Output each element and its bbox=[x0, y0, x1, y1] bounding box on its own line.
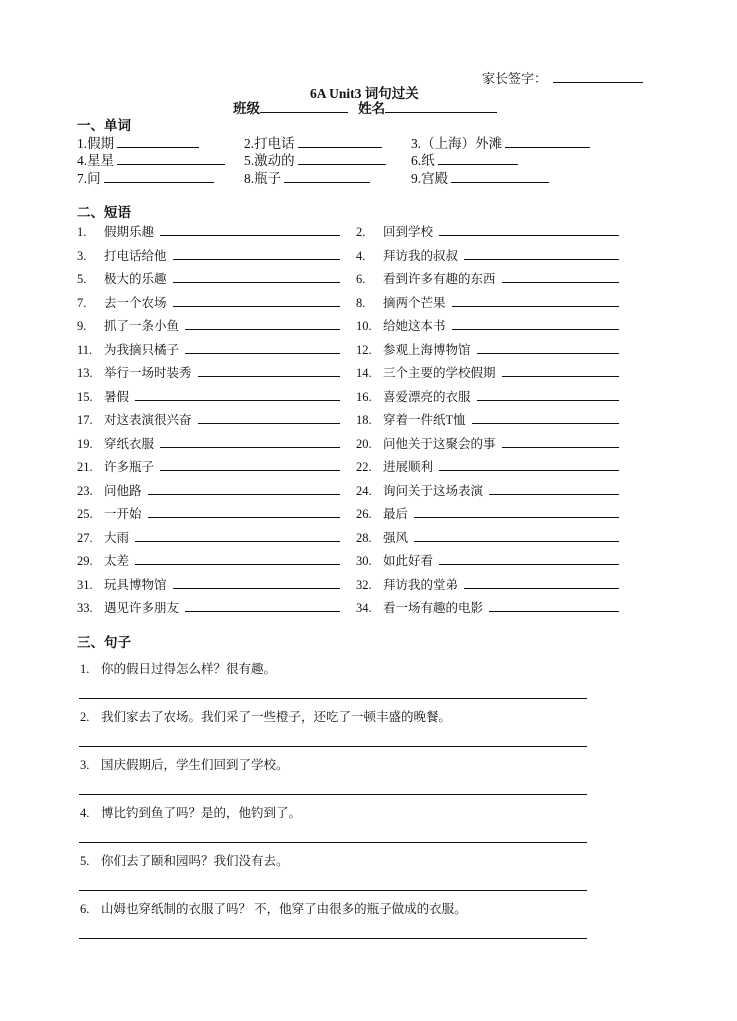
vocab-item bbox=[77, 149, 225, 169]
phrase-item bbox=[356, 410, 619, 428]
phrase-number: 20. bbox=[356, 436, 372, 451]
vocab-item bbox=[411, 149, 518, 169]
phrase-blank[interactable] bbox=[173, 576, 340, 589]
vocab-item bbox=[244, 167, 370, 187]
sentence-text: 博比钓到鱼了吗？是的，他钓到了。 bbox=[101, 806, 302, 820]
phrase-number: 13. bbox=[77, 366, 93, 380]
phrase-item bbox=[77, 434, 340, 452]
phrase-text: 参观上海博物馆 bbox=[383, 342, 471, 357]
sentence-number: 3. bbox=[80, 758, 90, 772]
phrase-number: 2. bbox=[356, 225, 366, 239]
phrase-blank[interactable] bbox=[452, 294, 619, 307]
phrase-number: 17. bbox=[77, 413, 93, 427]
phrase-blank[interactable] bbox=[135, 552, 340, 565]
phrase-text: 看到许多有趣的东西 bbox=[383, 272, 496, 286]
phrase-item bbox=[77, 457, 340, 475]
sentence-answer-line[interactable] bbox=[79, 842, 587, 843]
phrase-number: 4. bbox=[356, 248, 366, 263]
vocab-blank[interactable] bbox=[438, 152, 518, 165]
class-blank[interactable] bbox=[260, 100, 348, 113]
sentence-prompt bbox=[80, 755, 289, 773]
phrase-blank[interactable] bbox=[148, 505, 340, 518]
phrase-blank[interactable] bbox=[173, 294, 340, 307]
phrase-number: 11. bbox=[77, 342, 93, 357]
phrase-item bbox=[77, 575, 340, 593]
phrase-text: 太差 bbox=[104, 554, 130, 568]
phrase-item bbox=[356, 434, 619, 452]
phrase-text: 问他关于这聚会的事 bbox=[383, 436, 496, 451]
phrase-blank[interactable] bbox=[477, 388, 619, 401]
vocab-blank[interactable] bbox=[117, 152, 225, 165]
vocab-label: 7.问 bbox=[77, 171, 101, 186]
phrase-number: 27. bbox=[77, 530, 93, 545]
phrase-blank[interactable] bbox=[502, 435, 619, 448]
phrase-blank[interactable] bbox=[464, 576, 619, 589]
phrase-blank[interactable] bbox=[489, 599, 619, 612]
phrase-blank[interactable] bbox=[148, 482, 340, 495]
phrase-number: 28. bbox=[356, 530, 372, 545]
phrase-item bbox=[77, 293, 340, 311]
phrase-text: 给她这本书 bbox=[383, 319, 446, 333]
vocab-label: 4.星星 bbox=[77, 153, 115, 168]
phrase-item bbox=[356, 551, 619, 569]
phrase-item bbox=[77, 222, 340, 240]
sentence-number: 5. bbox=[80, 854, 90, 868]
phrase-blank[interactable] bbox=[472, 411, 619, 424]
phrase-item bbox=[77, 363, 340, 381]
phrase-number: 25. bbox=[77, 507, 93, 521]
vocab-blank[interactable] bbox=[298, 135, 382, 148]
class-label: 班级 bbox=[233, 101, 260, 116]
name-label: 姓名 bbox=[358, 101, 386, 116]
phrase-number: 3. bbox=[77, 248, 87, 263]
phrase-blank[interactable] bbox=[439, 223, 619, 236]
phrase-number: 29. bbox=[77, 554, 93, 568]
phrase-text: 看一场有趣的电影 bbox=[383, 601, 484, 615]
sentence-answer-line[interactable] bbox=[79, 938, 587, 939]
vocab-label: 1.假期 bbox=[77, 136, 115, 151]
phrase-item bbox=[77, 246, 340, 264]
phrase-blank[interactable] bbox=[198, 411, 340, 424]
phrase-number: 34. bbox=[356, 601, 372, 615]
name-blank[interactable] bbox=[385, 100, 497, 113]
phrase-number: 33. bbox=[77, 601, 93, 615]
sentence-answer-line[interactable] bbox=[79, 698, 587, 699]
sentence-text: 国庆假期后，学生们回到了学校。 bbox=[101, 758, 289, 772]
sentence-text: 你的假日过得怎么样？很有趣。 bbox=[101, 662, 277, 676]
sentence-text: 山姆也穿纸制的衣服了吗？ 不，他穿了由很多的瓶子做成的衣服。 bbox=[101, 902, 467, 916]
vocab-blank[interactable] bbox=[284, 170, 370, 183]
phrase-text: 问他路 bbox=[104, 483, 142, 498]
phrase-blank[interactable] bbox=[173, 247, 340, 260]
phrase-blank[interactable] bbox=[439, 458, 619, 471]
phrase-text: 玩具博物馆 bbox=[104, 577, 167, 592]
phrase-number: 31. bbox=[77, 577, 93, 592]
sentence-prompt bbox=[80, 851, 289, 869]
sentence-text: 我们家去了农场。我们采了一些橙子，还吃了一顿丰盛的晚餐。 bbox=[101, 710, 452, 724]
sentence-answer-line[interactable] bbox=[79, 890, 587, 891]
phrase-text: 对这表演很兴奋 bbox=[104, 413, 192, 427]
phrase-item bbox=[77, 528, 340, 546]
phrase-number: 32. bbox=[356, 577, 372, 592]
sentence-prompt bbox=[80, 803, 301, 821]
phrase-text: 最后 bbox=[383, 507, 409, 521]
sentence-prompt bbox=[80, 659, 276, 677]
section-sentences-heading: 三、句子 bbox=[77, 635, 131, 650]
phrase-blank[interactable] bbox=[502, 270, 619, 283]
phrase-item bbox=[356, 575, 619, 593]
section-phrases-heading: 二、短语 bbox=[77, 205, 131, 220]
sentence-number: 4. bbox=[80, 806, 90, 820]
phrase-text: 如此好看 bbox=[383, 554, 434, 568]
phrase-text: 暑假 bbox=[104, 389, 130, 404]
phrase-blank[interactable] bbox=[489, 482, 619, 495]
phrase-item bbox=[77, 481, 340, 499]
phrase-item bbox=[77, 316, 340, 334]
phrase-text: 去一个农场 bbox=[104, 295, 167, 310]
phrase-text: 遇见许多朋友 bbox=[104, 601, 180, 615]
phrase-item bbox=[356, 363, 619, 381]
sentence-answer-line[interactable] bbox=[79, 746, 587, 747]
phrase-number: 30. bbox=[356, 554, 372, 568]
vocab-label: 8.瓶子 bbox=[244, 171, 282, 186]
phrase-text: 大雨 bbox=[104, 530, 130, 545]
phrase-number: 19. bbox=[77, 436, 93, 451]
phrase-text: 为我摘只橘子 bbox=[104, 342, 180, 357]
phrase-text: 进展顺利 bbox=[383, 460, 434, 474]
phrase-item bbox=[77, 504, 340, 522]
phrase-number: 22. bbox=[356, 460, 372, 474]
phrase-text: 三个主要的学校假期 bbox=[383, 366, 496, 380]
phrase-text: 极大的乐趣 bbox=[104, 272, 167, 286]
phrase-text: 穿纸衣服 bbox=[104, 436, 155, 451]
phrase-item bbox=[356, 269, 619, 287]
sentence-number: 2. bbox=[80, 710, 90, 724]
class-name-row bbox=[233, 97, 497, 117]
phrase-number: 21. bbox=[77, 460, 93, 474]
phrase-number: 6. bbox=[356, 272, 366, 286]
vocab-item bbox=[411, 167, 549, 187]
phrase-text: 打电话给他 bbox=[104, 248, 167, 263]
phrase-item bbox=[356, 222, 619, 240]
phrase-item bbox=[356, 293, 619, 311]
vocab-item bbox=[77, 167, 214, 187]
phrase-number: 18. bbox=[356, 413, 372, 427]
phrase-text: 拜访我的叔叔 bbox=[383, 248, 459, 263]
phrase-item bbox=[356, 504, 619, 522]
phrase-item bbox=[77, 387, 340, 405]
vocab-label: 2.打电话 bbox=[244, 136, 295, 151]
phrase-item bbox=[356, 340, 619, 358]
vocab-label: 3.（上海）外滩 bbox=[411, 136, 503, 151]
phrase-blank[interactable] bbox=[135, 529, 340, 542]
phrase-number: 9. bbox=[77, 319, 87, 333]
vocab-blank[interactable] bbox=[104, 170, 214, 183]
phrase-item bbox=[356, 528, 619, 546]
phrase-number: 24. bbox=[356, 483, 372, 498]
vocab-blank[interactable] bbox=[117, 135, 199, 148]
phrase-text: 喜爱漂亮的衣服 bbox=[383, 389, 471, 404]
phrase-text: 抓了一条小鱼 bbox=[104, 319, 180, 333]
phrase-item bbox=[356, 457, 619, 475]
phrase-item bbox=[356, 246, 619, 264]
phrase-item bbox=[77, 340, 340, 358]
phrase-blank[interactable] bbox=[185, 341, 340, 354]
phrase-blank[interactable] bbox=[502, 364, 619, 377]
page-title: 6A Unit3 词句过关 bbox=[310, 86, 419, 101]
phrase-blank[interactable] bbox=[160, 435, 340, 448]
vocab-label: 9.宫殿 bbox=[411, 171, 449, 186]
phrase-blank[interactable] bbox=[464, 247, 619, 260]
section-vocab-heading: 一、单词 bbox=[77, 118, 131, 133]
phrase-blank[interactable] bbox=[477, 341, 619, 354]
phrase-blank[interactable] bbox=[439, 552, 619, 565]
phrase-item bbox=[356, 481, 619, 499]
phrase-blank[interactable] bbox=[414, 529, 619, 542]
phrase-number: 15. bbox=[77, 389, 93, 404]
parent-signature-label: 家长签字： bbox=[482, 71, 548, 86]
phrase-text: 假期乐趣 bbox=[104, 225, 155, 239]
phrase-number: 7. bbox=[77, 295, 87, 310]
phrase-item bbox=[77, 410, 340, 428]
phrase-blank[interactable] bbox=[160, 223, 340, 236]
phrase-blank[interactable] bbox=[135, 388, 340, 401]
sentence-prompt bbox=[80, 707, 451, 725]
phrase-item bbox=[356, 598, 619, 616]
phrase-text: 许多瓶子 bbox=[104, 460, 155, 474]
phrase-text: 摘两个芒果 bbox=[383, 295, 446, 310]
phrase-number: 1. bbox=[77, 225, 87, 239]
sentence-prompt bbox=[80, 899, 467, 917]
vocab-blank[interactable] bbox=[505, 135, 590, 148]
phrase-text: 一开始 bbox=[104, 507, 142, 521]
phrase-number: 26. bbox=[356, 507, 372, 521]
phrase-number: 14. bbox=[356, 366, 372, 380]
phrase-blank[interactable] bbox=[185, 599, 340, 612]
phrase-item bbox=[77, 551, 340, 569]
vocab-label: 5.激动的 bbox=[244, 153, 295, 168]
vocab-blank[interactable] bbox=[451, 170, 549, 183]
phrase-text: 询问关于这场表演 bbox=[383, 483, 484, 498]
phrase-blank[interactable] bbox=[160, 458, 340, 471]
phrase-number: 16. bbox=[356, 389, 372, 404]
sentence-answer-line[interactable] bbox=[79, 794, 587, 795]
phrase-number: 8. bbox=[356, 295, 366, 310]
phrase-blank[interactable] bbox=[198, 364, 340, 377]
parent-signature-line[interactable] bbox=[553, 70, 643, 83]
sentence-number: 6. bbox=[80, 902, 90, 916]
phrase-item bbox=[356, 387, 619, 405]
phrase-blank[interactable] bbox=[452, 317, 619, 330]
phrase-number: 5. bbox=[77, 272, 87, 286]
phrase-text: 穿着一件纸T恤 bbox=[383, 413, 466, 427]
phrase-item bbox=[356, 316, 619, 334]
phrase-number: 12. bbox=[356, 342, 372, 357]
sentence-text: 你们去了颐和园吗？我们没有去。 bbox=[101, 854, 289, 868]
phrase-text: 举行一场时装秀 bbox=[104, 366, 192, 380]
phrase-item bbox=[77, 269, 340, 287]
phrase-text: 强风 bbox=[383, 530, 409, 545]
phrase-blank[interactable] bbox=[414, 505, 619, 518]
vocab-item bbox=[244, 149, 386, 169]
sentence-number: 1. bbox=[80, 662, 90, 676]
phrase-blank[interactable] bbox=[173, 270, 340, 283]
phrase-text: 回到学校 bbox=[383, 225, 434, 239]
phrase-number: 23. bbox=[77, 483, 93, 498]
phrase-text: 拜访我的堂弟 bbox=[383, 577, 459, 592]
vocab-label: 6.纸 bbox=[411, 153, 435, 168]
phrase-item bbox=[77, 598, 340, 616]
vocab-blank[interactable] bbox=[298, 152, 386, 165]
phrase-blank[interactable] bbox=[185, 317, 340, 330]
phrase-number: 10. bbox=[356, 319, 372, 333]
